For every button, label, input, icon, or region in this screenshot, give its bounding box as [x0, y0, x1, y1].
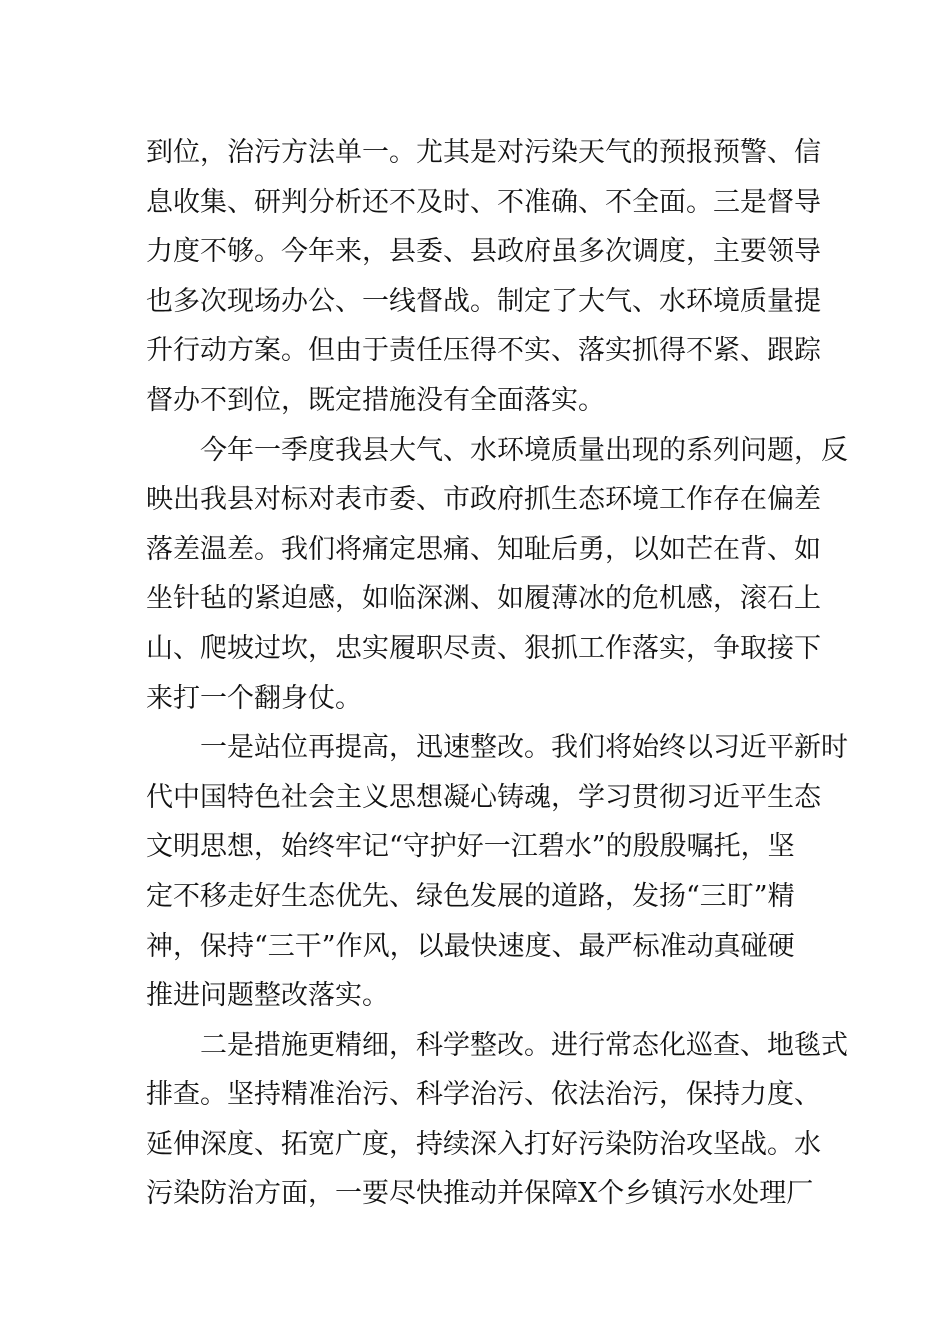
text-line: 力度不够。今年来，县委、县政府虽多次调度，主要领导 [146, 236, 821, 268]
text-line: 督办不到位，既定措施没有全面落实。 [146, 384, 605, 416]
text-line: 来打一个翻身仗。 [146, 682, 362, 714]
text-line: 污染防治方面，一要尽快推动并保障X个乡镇污水处理厂 [146, 1178, 814, 1210]
text-line: 今年一季度我县大气、水环境质量出现的系列问题，反 [146, 434, 848, 466]
text-line: 文明思想，始终牢记“守护好一江碧水”的殷殷嘱托，坚 [146, 831, 795, 863]
text-line: 到位，治污方法单一。尤其是对污染天气的预报预警、信 [146, 137, 821, 168]
text-line: 升行动方案。但由于责任压得不实、落实抓得不紧、跟踪 [146, 335, 821, 367]
text-line: 推进问题整改落实。 [146, 980, 389, 1012]
text-line: 也多次现场办公、一线督战。制定了大气、水环境质量提 [146, 285, 821, 317]
text-line: 定不移走好生态优先、绿色发展的道路，发扬“三盯”精 [146, 880, 795, 912]
text-line: 神，保持“三干”作风，以最快速度、最严标准动真碰硬 [146, 930, 795, 962]
text-line: 落差温差。我们将痛定思痛、知耻后勇，以如芒在背、如 [146, 533, 821, 565]
body-text [146, 128, 848, 1219]
text-line: 坐针毡的紧迫感，如临深渊、如履薄冰的危机感，滚石上 [146, 583, 821, 615]
text-line: 代中国特色社会主义思想凝心铸魂，学习贯彻习近平生态 [146, 781, 821, 813]
text-line: 一是站位再提高，迅速整改。我们将始终以习近平新时 [146, 732, 848, 764]
text-line: 延伸深度、拓宽广度，持续深入打好污染防治攻坚战。水 [146, 1128, 821, 1160]
text-line: 二是措施更精细，科学整改。进行常态化巡查、地毯式 [146, 1029, 848, 1061]
text-line: 映出我县对标对表市委、市政府抓生态环境工作存在偏差 [146, 484, 821, 516]
text-line: 息收集、研判分析还不及时、不准确、不全面。三是督导 [146, 186, 821, 218]
text-line: 山、爬坡过坎，忠实履职尽责、狠抓工作落实，争取接下 [146, 632, 821, 664]
text-line: 排查。坚持精准治污、科学治污、依法治污，保持力度、 [146, 1079, 821, 1111]
